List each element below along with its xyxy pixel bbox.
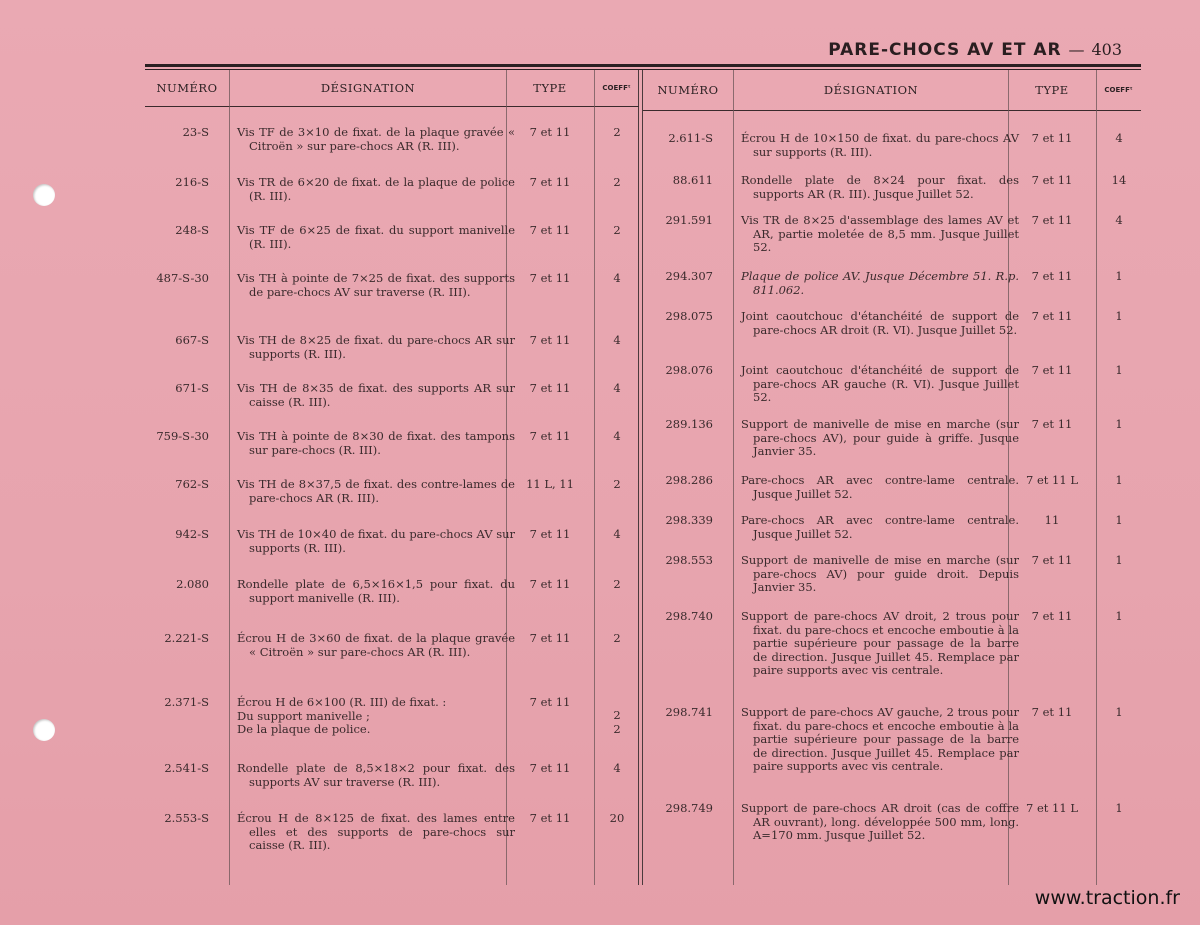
part-number: 2.080 [176, 577, 209, 591]
coefficient: 4 [613, 271, 621, 285]
site-watermark: www.traction.fr [1034, 887, 1180, 909]
part-number: 2.541-S [164, 761, 209, 775]
vehicle-type: 7 et 11 L [1026, 473, 1078, 487]
part-designation: Rondelle plate de 8×24 pour fixat. des supports AR (R. III). Jusque Juillet 52. [741, 173, 1019, 201]
vehicle-type: 7 et 11 [1031, 269, 1073, 283]
vehicle-type: 7 et 11 L [1026, 801, 1078, 815]
part-number: 298.286 [665, 473, 713, 487]
part-designation: Joint caoutchouc d'étanchéité de support de pare-chocs AR gauche (R. VI). Jusque Juillet 52. [741, 363, 1019, 404]
header-numero: NUMÉRO [657, 83, 719, 97]
designation-line: Du support manivelle ; [237, 708, 370, 723]
vehicle-type: 7 et 11 [1031, 417, 1073, 431]
page-title [828, 40, 1122, 60]
coefficient: 1 [1115, 801, 1123, 815]
table-header [643, 70, 1141, 111]
header-numero: NUMÉRO [156, 81, 218, 95]
part-designation: Vis TH de 10×40 de fixat. du pare-chocs AV sur supports (R. III). [237, 527, 515, 555]
coefficient: 4 [613, 761, 621, 775]
coefficient: 2 [613, 223, 621, 237]
part-designation: Vis TH à pointe de 7×25 de fixat. des supports de pare-chocs AV sur traverse (R. III). [237, 271, 515, 299]
part-number: 298.075 [665, 309, 713, 323]
binder-hole [33, 719, 55, 741]
part-designation: Support de manivelle de mise en marche (sur pare-chocs AV), pour guide à griffe. Jusque Janvier 35. [741, 417, 1019, 458]
coefficient: 4 [613, 333, 621, 347]
vehicle-type: 7 et 11 [529, 631, 571, 645]
header-designation: DÉSIGNATION [823, 83, 919, 97]
vehicle-type: 7 et 11 [1031, 363, 1073, 377]
coefficient: 1 [1115, 309, 1123, 323]
part-designation: Vis TH de 8×37,5 de fixat. des contre-lames de pare-chocs AR (R. III). [237, 477, 515, 505]
coefficient: 14 [1111, 173, 1127, 187]
part-designation: Vis TH de 8×25 de fixat. du pare-chocs AR sur supports (R. III). [237, 333, 515, 361]
part-number: 248-S [175, 223, 209, 237]
vehicle-type: 7 et 11 [529, 761, 571, 775]
part-number: 667-S [175, 333, 209, 347]
title-dash: — [1068, 40, 1085, 59]
designation-line: Écrou H de 6×100 (R. III) de fixat. : [237, 695, 447, 709]
table-header [145, 70, 639, 107]
part-designation: Écrou H de 3×60 de fixat. de la plaque gravée « Citroën » sur pare-chocs AR (R. III). [237, 631, 515, 659]
part-number: 2.221-S [164, 631, 209, 645]
coefficient-line: 2 [613, 721, 621, 736]
coefficient-line: 2 [613, 708, 621, 722]
coefficient: 4 [1115, 131, 1123, 145]
vehicle-type: 7 et 11 [1031, 553, 1073, 567]
part-designation: Vis TR de 8×25 d'assemblage des lames AV et AR, partie moletée de 8,5 mm. Jusque Juillet 52. [741, 213, 1019, 254]
part-designation: Plaque de police AV. Jusque Décembre 51. R.p. 811.062. [741, 269, 1019, 297]
header-type: TYPE [1035, 83, 1069, 97]
vehicle-type: 7 et 11 [529, 527, 571, 541]
coefficient: 1 [1115, 553, 1123, 567]
parts-table-right [643, 70, 1141, 842]
part-number: 298.741 [665, 705, 713, 719]
vehicle-type: 7 et 11 [529, 381, 571, 395]
coefficient: 1 [1115, 705, 1123, 719]
part-designation: Écrou H de 8×125 de fixat. des lames entre elles et des supports de pare-chocs sur caisse (R. III). [237, 811, 515, 852]
part-designation: Rondelle plate de 6,5×16×1,5 pour fixat. du support manivelle (R. III). [237, 577, 515, 605]
part-designation: Vis TR de 6×20 de fixat. de la plaque de police (R. III). [237, 175, 515, 203]
vehicle-type: 7 et 11 [529, 811, 571, 825]
part-designation: Joint caoutchouc d'étanchéité de support de pare-chocs AR droit (R. VI). Jusque Juillet 52. [741, 309, 1019, 337]
parts-table-left [145, 70, 639, 852]
part-number: 88.611 [672, 173, 713, 187]
part-number: 2.371-S [164, 695, 209, 709]
part-designation: Pare-chocs AR avec contre-lame centrale. Jusque Juillet 52. [741, 513, 1019, 541]
section-title: PARE-CHOCS AV ET AR [828, 40, 1062, 60]
coefficient: 4 [613, 527, 621, 541]
part-number: 2.611-S [668, 131, 713, 145]
part-designation: Écrou H de 10×150 de fixat. du pare-chocs AV sur supports (R. III). [741, 131, 1019, 159]
coefficient [595, 709, 639, 736]
designation-line: De la plaque de police. [237, 722, 371, 736]
vehicle-type: 7 et 11 [1031, 213, 1073, 227]
column-rule [733, 70, 734, 885]
coefficient: 1 [1115, 609, 1123, 623]
coefficient: 2 [613, 631, 621, 645]
part-number: 298.076 [665, 363, 713, 377]
vehicle-type: 11 L, 11 [526, 477, 574, 491]
coefficient: 2 [613, 577, 621, 591]
part-designation: Support de pare-chocs AV gauche, 2 trous pour fixat. du pare-chocs et encoche emboutie à la partie supérieure pour passage de la barre de direction. Jusque Juillet 45. Remplace par paire supports avec vis centrale. [741, 705, 1019, 773]
part-number: 942-S [175, 527, 209, 541]
part-number: 298.740 [665, 609, 713, 623]
part-designation: Support de manivelle de mise en marche (sur pare-chocs AV) pour guide droit. Depuis Janvier 35. [741, 553, 1019, 594]
vehicle-type: 7 et 11 [529, 223, 571, 237]
vehicle-type: 11 [1044, 513, 1060, 527]
vehicle-type: 7 et 11 [1031, 131, 1073, 145]
part-number: 298.749 [665, 801, 713, 815]
header-designation: DÉSIGNATION [320, 81, 416, 95]
part-number: 294.307 [665, 269, 713, 283]
part-designation: Vis TF de 3×10 de fixat. de la plaque gravée « Citroën » sur pare-chocs AR (R. III). [237, 125, 515, 153]
part-number: 487-S-30 [156, 271, 209, 285]
part-number: 762-S [175, 477, 209, 491]
vehicle-type: 7 et 11 [529, 271, 571, 285]
vehicle-type: 7 et 11 [529, 577, 571, 591]
part-number: 671-S [175, 381, 209, 395]
part-designation: Vis TH à pointe de 8×30 de fixat. des tampons sur pare-chocs (R. III). [237, 429, 515, 457]
header-coeff: COEFFᵗ [1104, 86, 1133, 94]
coefficient: 20 [609, 811, 625, 825]
coefficient: 4 [613, 429, 621, 443]
part-number: 216-S [175, 175, 209, 189]
coefficient: 1 [1115, 473, 1123, 487]
coefficient: 2 [613, 175, 621, 189]
vehicle-type: 7 et 11 [1031, 173, 1073, 187]
vehicle-type: 7 et 11 [529, 429, 571, 443]
page-number: 403 [1091, 40, 1122, 59]
coefficient: 2 [613, 477, 621, 491]
coefficient: 1 [1115, 417, 1123, 431]
binder-hole [33, 184, 55, 206]
part-designation: Vis TH de 8×35 de fixat. des supports AR sur caisse (R. III). [237, 381, 515, 409]
part-number: 289.136 [665, 417, 713, 431]
vehicle-type: 7 et 11 [1031, 609, 1073, 623]
vehicle-type: 7 et 11 [529, 695, 571, 709]
coefficient: 1 [1115, 513, 1123, 527]
vehicle-type: 7 et 11 [529, 125, 571, 139]
coefficient: 1 [1115, 269, 1123, 283]
part-number: 759-S-30 [156, 429, 209, 443]
coefficient: 1 [1115, 363, 1123, 377]
header-rule [145, 64, 1141, 67]
header-coeff: COEFFᵗ [602, 84, 631, 92]
part-number: 298.553 [665, 553, 713, 567]
coefficient: 4 [1115, 213, 1123, 227]
vehicle-type: 7 et 11 [1031, 309, 1073, 323]
part-designation: Rondelle plate de 8,5×18×2 pour fixat. des supports AV sur traverse (R. III). [237, 761, 515, 789]
part-designation: Support de pare-chocs AV droit, 2 trous pour fixat. du pare-chocs et encoche emboutie à la partie supérieure pour passage de la barre de direction. Jusque Juillet 45. Remplace par paire supports avec vis centrale. [741, 609, 1019, 677]
header-type: TYPE [533, 81, 567, 95]
part-designation: Vis TF de 6×25 de fixat. du support manivelle (R. III). [237, 223, 515, 251]
part-number: 23-S [182, 125, 209, 139]
column-rule [229, 70, 230, 885]
vehicle-type: 7 et 11 [1031, 705, 1073, 719]
part-designation: Pare-chocs AR avec contre-lame centrale. Jusque Juillet 52. [741, 473, 1019, 501]
part-number: 2.553-S [164, 811, 209, 825]
vehicle-type: 7 et 11 [529, 333, 571, 347]
part-number: 291.591 [665, 213, 713, 227]
part-designation: Support de pare-chocs AR droit (cas de coffre AR ouvrant), long. développée 500 mm, long. A=170 mm. Jusque Juillet 52. [741, 801, 1019, 842]
coefficient: 2 [613, 125, 621, 139]
part-designation [237, 696, 515, 737]
part-number: 298.339 [665, 513, 713, 527]
coefficient: 4 [613, 381, 621, 395]
vehicle-type: 7 et 11 [529, 175, 571, 189]
